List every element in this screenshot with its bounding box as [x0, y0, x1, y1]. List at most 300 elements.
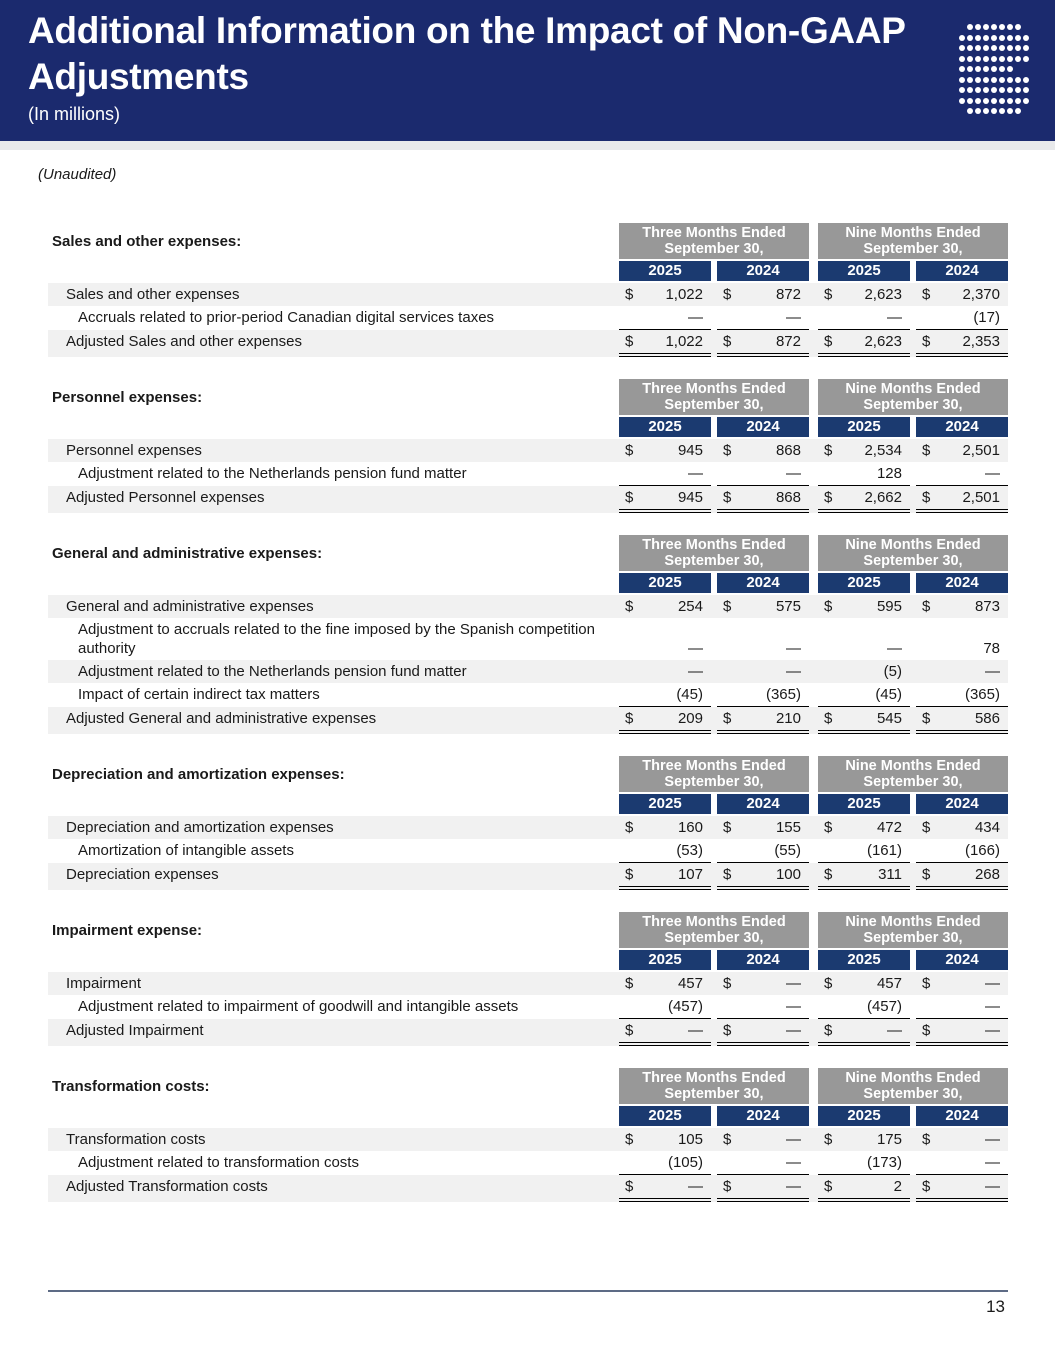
value-cell: [717, 439, 809, 462]
logo-dot: [1023, 77, 1029, 83]
value-cell: [717, 1175, 809, 1202]
logo-dot: [983, 35, 989, 41]
logo-dot: [999, 98, 1005, 104]
value: 945: [677, 489, 703, 506]
logo-dot: [983, 56, 989, 62]
year-header: 2024: [717, 417, 809, 437]
year-header: 2024: [717, 794, 809, 814]
value: 2,534: [864, 442, 902, 459]
logo-dot: [1015, 98, 1021, 104]
logo-dot: [999, 108, 1005, 114]
dollar-sign: $: [625, 598, 634, 615]
value: 872: [775, 333, 801, 350]
logo-dot: [999, 66, 1005, 72]
value-cell: [818, 972, 910, 995]
logo-dot: [959, 35, 965, 41]
logo-dot: [991, 66, 997, 72]
value-cell: [717, 1151, 809, 1175]
dollar-sign: $: [723, 866, 732, 883]
logo-dot: [975, 24, 981, 30]
value-cell: [916, 707, 1008, 734]
value: 105: [677, 1131, 703, 1148]
logo-dot: [1023, 87, 1029, 93]
logo-dot: [991, 45, 997, 51]
logo-dot: [991, 56, 997, 62]
value-cell: [619, 816, 711, 839]
value: —: [786, 1022, 801, 1039]
dollar-sign: $: [625, 1178, 634, 1195]
value-cell: [916, 306, 1008, 330]
logo-dot: [1007, 66, 1013, 72]
logo-dot: [967, 98, 973, 104]
table-row: [48, 707, 1008, 734]
table-row: [48, 439, 1008, 462]
table-row: [48, 1019, 1008, 1046]
value: 2,501: [962, 489, 1000, 506]
row-label: Adjustment related to impairment of goodwill and intangible assets: [78, 998, 519, 1015]
logo-dot: [999, 87, 1005, 93]
year-header: 2024: [717, 950, 809, 970]
value-cell: [818, 1019, 910, 1046]
value: 160: [677, 819, 703, 836]
year-header: 2024: [717, 261, 809, 281]
logo-dot: [1007, 24, 1013, 30]
logo-dot: [1015, 108, 1021, 114]
table-row: [48, 995, 1008, 1019]
value: 1,022: [665, 333, 703, 350]
value: 78: [983, 640, 1000, 657]
logo-dot: [999, 45, 1005, 51]
value-cell: [619, 439, 711, 462]
value-cell: [818, 1128, 910, 1151]
table-header-periods: [48, 912, 1008, 948]
value-cell: [619, 1019, 711, 1046]
value: 1,022: [665, 286, 703, 303]
dollar-sign: $: [824, 286, 833, 303]
logo-dot: [983, 108, 989, 114]
table-row: [48, 283, 1008, 306]
value-cell: [619, 462, 711, 486]
dollar-sign: $: [824, 598, 833, 615]
logo-dot: [975, 77, 981, 83]
logo-dot: [1015, 24, 1021, 30]
dollar-sign: $: [625, 1131, 634, 1148]
section-sales-and-other-expenses: [48, 223, 1008, 357]
dollar-sign: $: [922, 975, 931, 992]
value-cell: [619, 1128, 711, 1151]
value: —: [985, 1022, 1000, 1039]
value-cell: [619, 863, 711, 890]
table-row: [48, 618, 1008, 660]
tables-container: [48, 223, 1008, 1202]
dollar-sign: $: [723, 598, 732, 615]
logo-dot: [967, 77, 973, 83]
value-cell: [717, 595, 809, 618]
value: —: [786, 465, 801, 482]
value: 107: [677, 866, 703, 883]
value-cell: [717, 995, 809, 1019]
table-row: [48, 660, 1008, 683]
value-cell: [717, 1128, 809, 1151]
value-cell: [818, 595, 910, 618]
logo-dot: [999, 77, 1005, 83]
section-title: Transformation costs:: [52, 1077, 210, 1095]
page-header-banner: [0, 0, 1055, 141]
period-header-nine-months: Nine Months Ended September 30,: [818, 379, 1008, 415]
section-depreciation-and-amortization-expenses: [48, 756, 1008, 890]
value: 155: [775, 819, 801, 836]
logo-dot: [959, 98, 965, 104]
value: —: [688, 309, 703, 326]
logo-dot: [999, 35, 1005, 41]
logo-dot: [959, 56, 965, 62]
table-header-periods: [48, 379, 1008, 415]
value-cell: [916, 683, 1008, 707]
logo-dot: [1023, 35, 1029, 41]
value-cell: [818, 306, 910, 330]
dollar-sign: $: [625, 442, 634, 459]
dollar-sign: $: [723, 1022, 732, 1039]
logo-dot: [967, 24, 973, 30]
dollar-sign: $: [922, 866, 931, 883]
row-label: Transformation costs: [66, 1131, 206, 1148]
value: 472: [876, 819, 902, 836]
logo-dot: [991, 35, 997, 41]
value: —: [786, 309, 801, 326]
logo-dot: [975, 98, 981, 104]
table-header-years: [48, 261, 1008, 281]
section-title: Depreciation and amortization expenses:: [52, 765, 345, 783]
logo-dot: [1015, 56, 1021, 62]
logo-dot: [975, 56, 981, 62]
footer-rule: [48, 1290, 1008, 1292]
dollar-sign: $: [824, 975, 833, 992]
value-cell: [818, 486, 910, 513]
logo-dot: [1007, 98, 1013, 104]
table-row: [48, 462, 1008, 486]
value: 2,662: [864, 489, 902, 506]
logo-dot: [991, 98, 997, 104]
value-cell: [818, 995, 910, 1019]
period-header-three-months: Three Months Ended September 30,: [619, 535, 809, 571]
dollar-sign: $: [723, 286, 732, 303]
row-label: Adjusted General and administrative expenses: [66, 710, 377, 727]
value-cell: [717, 839, 809, 863]
value: 945: [677, 442, 703, 459]
period-header-nine-months: Nine Months Ended September 30,: [818, 756, 1008, 792]
value-cell: [818, 330, 910, 357]
row-label: Impairment: [66, 975, 142, 992]
table-header-periods: [48, 223, 1008, 259]
value: 2,501: [962, 442, 1000, 459]
value-cell: [619, 283, 711, 306]
logo-dot: [1015, 87, 1021, 93]
logo-dot: [975, 108, 981, 114]
logo-dot: [959, 66, 965, 72]
year-header: 2024: [916, 573, 1008, 593]
logo-dot: [983, 45, 989, 51]
row-label: Amortization of intangible assets: [78, 842, 294, 859]
value-cell: [717, 683, 809, 707]
value: —: [786, 663, 801, 680]
dollar-sign: $: [723, 333, 732, 350]
year-header: 2025: [619, 1106, 711, 1126]
dollar-sign: $: [922, 286, 931, 303]
value-cell: [717, 863, 809, 890]
value: (161): [866, 842, 902, 859]
dollar-sign: $: [625, 710, 634, 727]
dollar-sign: $: [625, 866, 634, 883]
dollar-sign: $: [625, 286, 634, 303]
year-header: 2025: [818, 573, 910, 593]
row-label: Adjusted Personnel expenses: [66, 489, 265, 506]
value-cell: [619, 486, 711, 513]
table-row: [48, 1128, 1008, 1151]
logo-dot: [1007, 35, 1013, 41]
row-label: Personnel expenses: [66, 442, 202, 459]
table-header-years: [48, 794, 1008, 814]
section-transformation-costs: [48, 1068, 1008, 1202]
logo-dot: [991, 108, 997, 114]
value: 868: [775, 489, 801, 506]
value-cell: [818, 816, 910, 839]
row-label: Adjustment to accruals related to the fine imposed by the Spanish competition authority: [78, 621, 595, 657]
value-cell: [619, 839, 711, 863]
year-header: 2025: [619, 417, 711, 437]
period-header-three-months: Three Months Ended September 30,: [619, 379, 809, 415]
dollar-sign: $: [625, 489, 634, 506]
value: (457): [667, 998, 703, 1015]
value-cell: [818, 1151, 910, 1175]
logo-dot: [975, 66, 981, 72]
value: (53): [676, 842, 703, 859]
value-cell: [818, 660, 910, 683]
value-cell: [818, 707, 910, 734]
value: —: [688, 1022, 703, 1039]
logo-dot: [967, 108, 973, 114]
period-header-three-months: Three Months Ended September 30,: [619, 756, 809, 792]
value: (173): [866, 1154, 902, 1171]
dollar-sign: $: [922, 333, 931, 350]
value: 2,623: [864, 333, 902, 350]
logo-dot: [967, 87, 973, 93]
value: 545: [876, 710, 902, 727]
value: 575: [775, 598, 801, 615]
table-header-years: [48, 417, 1008, 437]
value: 175: [876, 1131, 902, 1148]
logo-dot: [991, 77, 997, 83]
logo-dot: [1023, 45, 1029, 51]
table-row: [48, 863, 1008, 890]
dollar-sign: $: [922, 598, 931, 615]
year-header: 2024: [916, 417, 1008, 437]
dollar-sign: $: [723, 819, 732, 836]
value-cell: [818, 1175, 910, 1202]
value: 2: [893, 1178, 902, 1195]
period-header-three-months: Three Months Ended September 30,: [619, 1068, 809, 1104]
logo-dot: [959, 77, 965, 83]
value: —: [985, 663, 1000, 680]
logo-dot: [975, 35, 981, 41]
value: —: [985, 998, 1000, 1015]
year-header: 2024: [916, 794, 1008, 814]
value-cell: [619, 660, 711, 683]
dollar-sign: $: [922, 1131, 931, 1148]
dollar-sign: $: [625, 819, 634, 836]
value-cell: [717, 330, 809, 357]
dollar-sign: $: [723, 442, 732, 459]
value: 268: [974, 866, 1000, 883]
value-cell: [717, 283, 809, 306]
logo-dot: [983, 24, 989, 30]
value: —: [786, 1131, 801, 1148]
year-header: 2025: [619, 950, 711, 970]
logo-dot: [983, 98, 989, 104]
value-cell: [717, 618, 809, 660]
value-cell: [717, 486, 809, 513]
logo-dot: [1023, 98, 1029, 104]
dollar-sign: $: [723, 710, 732, 727]
period-header-nine-months: Nine Months Ended September 30,: [818, 223, 1008, 259]
value-cell: [916, 839, 1008, 863]
value: (55): [774, 842, 801, 859]
row-label: Depreciation expenses: [66, 866, 219, 883]
year-header: 2025: [818, 1106, 910, 1126]
value-cell: [916, 595, 1008, 618]
value: 254: [677, 598, 703, 615]
table-row: [48, 1151, 1008, 1175]
dot-grid-logo: [958, 22, 1030, 117]
dollar-sign: $: [824, 866, 833, 883]
year-header: 2024: [916, 1106, 1008, 1126]
year-header: 2024: [916, 261, 1008, 281]
dollar-sign: $: [922, 1022, 931, 1039]
row-label: Impact of certain indirect tax matters: [78, 686, 320, 703]
value-cell: [717, 816, 809, 839]
row-label: Adjustment related to the Netherlands pension fund matter: [78, 465, 467, 482]
logo-dot: [983, 77, 989, 83]
logo-dot: [959, 45, 965, 51]
section-impairment-expense: [48, 912, 1008, 1046]
value-cell: [619, 972, 711, 995]
row-label: Accruals related to prior-period Canadian digital services taxes: [78, 309, 495, 326]
value-cell: [916, 1019, 1008, 1046]
logo-dot: [1015, 45, 1021, 51]
year-header: 2025: [619, 573, 711, 593]
value-cell: [619, 618, 711, 660]
value: 2,370: [962, 286, 1000, 303]
dollar-sign: $: [922, 710, 931, 727]
logo-dot: [959, 87, 965, 93]
table-header-periods: [48, 535, 1008, 571]
table-row: [48, 683, 1008, 707]
logo-dot: [1007, 108, 1013, 114]
value: —: [985, 1178, 1000, 1195]
value: —: [688, 640, 703, 657]
logo-dot: [975, 45, 981, 51]
dollar-sign: $: [824, 710, 833, 727]
year-header: 2024: [916, 950, 1008, 970]
value: 868: [775, 442, 801, 459]
logo-dot: [1023, 56, 1029, 62]
value-cell: [916, 1175, 1008, 1202]
value: (166): [964, 842, 1000, 859]
dollar-sign: $: [824, 819, 833, 836]
value: 2,353: [962, 333, 1000, 350]
units-note: (In millions): [28, 103, 121, 124]
dollar-sign: $: [922, 819, 931, 836]
value-cell: [619, 707, 711, 734]
value: 457: [876, 975, 902, 992]
logo-dot: [1007, 87, 1013, 93]
value-cell: [916, 330, 1008, 357]
value: 209: [677, 710, 703, 727]
dollar-sign: $: [922, 442, 931, 459]
value: 457: [677, 975, 703, 992]
value-cell: [717, 462, 809, 486]
value: 128: [876, 465, 902, 482]
value-cell: [916, 439, 1008, 462]
logo-dot: [991, 87, 997, 93]
value-cell: [916, 816, 1008, 839]
value-cell: [717, 707, 809, 734]
value: —: [985, 975, 1000, 992]
logo-dot: [967, 66, 973, 72]
value-cell: [818, 283, 910, 306]
value: —: [887, 1022, 902, 1039]
row-label: Sales and other expenses: [66, 286, 240, 303]
value-cell: [916, 618, 1008, 660]
value: 311: [878, 866, 902, 883]
value-cell: [916, 863, 1008, 890]
value-cell: [916, 972, 1008, 995]
period-header-three-months: Three Months Ended September 30,: [619, 912, 809, 948]
logo-dot: [991, 24, 997, 30]
table-row: [48, 1175, 1008, 1202]
year-header: 2025: [818, 261, 910, 281]
table-header-years: [48, 1106, 1008, 1126]
value-cell: [619, 683, 711, 707]
dollar-sign: $: [723, 1178, 732, 1195]
value-cell: [818, 618, 910, 660]
year-header: 2025: [818, 950, 910, 970]
logo-dot: [967, 45, 973, 51]
value: (5): [883, 663, 902, 680]
logo-dot: [967, 56, 973, 62]
year-header: 2025: [619, 261, 711, 281]
page-number: 13: [986, 1297, 1005, 1316]
value: —: [786, 640, 801, 657]
value: (365): [765, 686, 801, 703]
value-cell: [619, 306, 711, 330]
value-cell: [717, 306, 809, 330]
year-header: 2024: [717, 1106, 809, 1126]
value-cell: [916, 283, 1008, 306]
value: 2,623: [864, 286, 902, 303]
table-header-years: [48, 573, 1008, 593]
table-row: [48, 972, 1008, 995]
logo-dot: [1007, 56, 1013, 62]
section-title: Impairment expense:: [52, 921, 203, 939]
value-cell: [619, 1175, 711, 1202]
value: (17): [973, 309, 1000, 326]
section-title: Personnel expenses:: [52, 388, 203, 406]
year-header: 2025: [619, 794, 711, 814]
row-label: Adjusted Sales and other expenses: [66, 333, 302, 350]
logo-dot: [1015, 77, 1021, 83]
value-cell: [619, 1151, 711, 1175]
value: —: [786, 1154, 801, 1171]
